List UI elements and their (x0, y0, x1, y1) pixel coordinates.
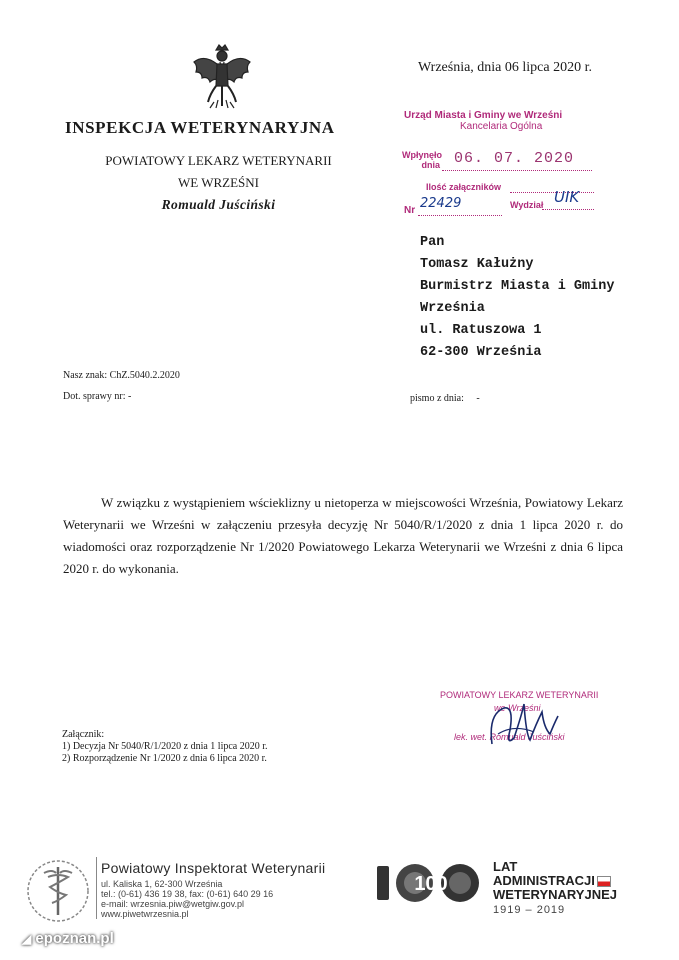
stamp-received-label (402, 150, 440, 170)
letter-date (410, 393, 480, 404)
officer-name: Romuald Juściński (161, 197, 276, 212)
recipient-line: 62-300 Września (420, 345, 542, 360)
stamp-received-label-1: Wpłynęło (402, 150, 442, 160)
institution-title: INSPEKCJA WETERYNARYJNA (65, 118, 335, 137)
watermark (22, 930, 114, 947)
stamp-number-value: 22429 (420, 196, 462, 211)
letter-date-value: - (476, 393, 480, 404)
attachments-label: Załącznik: (62, 729, 105, 740)
stamp-dept-value: UIK (554, 188, 580, 206)
recipient-line: ul. Ratuszowa 1 (420, 323, 542, 338)
our-reference (63, 370, 180, 381)
caduceus-logo-icon (22, 855, 94, 927)
stamp-number-label: Nr (404, 205, 416, 216)
footer-divider (96, 857, 97, 919)
attachments-list (62, 729, 268, 765)
signature-stamp (440, 690, 600, 752)
our-reference-value: ChZ.5040.2.2020 (109, 370, 180, 381)
letter-date-label: pismo z dnia: (410, 393, 464, 404)
anniversary-line-2: ADMINISTRACJI (493, 873, 595, 888)
signature-line-1: POWIATOWY LEKARZ WETERYNARII (440, 690, 599, 700)
case-number-value: - (128, 391, 132, 402)
footer-address: ul. Kaliska 1, 62-300 Września (101, 879, 223, 889)
stamp-received-label-2: dnia (421, 160, 440, 170)
anniversary-years: 1919 – 2019 (493, 904, 566, 916)
footer-phone: tel.: (0-61) 436 19 38, fax: (0-61) 640 29 16 (101, 889, 274, 899)
signature-line-2: we Wrześni (494, 703, 541, 713)
stamp-attachments-label: Ilość załączników (426, 182, 502, 192)
watermark-text: epoznan.pl (35, 930, 114, 947)
recipient-address (420, 232, 614, 364)
anniversary-number: 100 (414, 873, 448, 895)
case-number-label: Dot. sprawy nr: (63, 391, 126, 402)
case-number (63, 391, 131, 402)
document-date: Września, dnia 06 lipca 2020 r. (418, 60, 592, 75)
office-line-2: WE WRZEŚNI (178, 175, 259, 190)
footer-www[interactable]: www.piwetwrzesnia.pl (101, 909, 189, 919)
anniversary-line-3: WETERYNARYJNEJ (493, 887, 618, 902)
body-paragraph: W związku z wystąpieniem wścieklizny u nietoperza w miejscowości Września, Powiatowy Lekarz Weterynarii we Wrześni w załączeniu przesyła decyzję Nr 5040/R/1/2020 z dnia 1 lipca 2020 r. do wiadomości oraz rozporządzenie Nr 1/2020 Powiatowego Lekarza Weterynarii we Wrześni z dnia 6 lipca 2020 r. do wykonania. (63, 495, 623, 576)
office-name (65, 150, 372, 194)
anniversary-line-2-row (493, 874, 617, 888)
stamp-department: Kancelaria Ogólna (460, 121, 543, 132)
recipient-line: Września (420, 301, 485, 316)
our-reference-label: Nasz znak: (63, 370, 108, 381)
eagle-emblem-icon (190, 42, 254, 112)
stamp-dept-label: Wydział (510, 200, 544, 210)
recipient-line: Tomasz Kałużny (420, 257, 534, 272)
attachment-item: 2) Rozporządzenie Nr 1/2020 z dnia 6 lipca 2020 r. (62, 753, 267, 764)
footer-contact (101, 860, 325, 919)
attachment-item: 1) Decyzja Nr 5040/R/1/2020 z dnia 1 lipca 2020 r. (62, 741, 268, 752)
anniversary-line-1: LAT (493, 859, 518, 874)
letter-body (63, 492, 623, 580)
signature-line-3: lek. wet. Romuald Juściński (454, 732, 565, 742)
polish-flag-icon (597, 876, 611, 887)
handwritten-signature-icon (484, 694, 564, 752)
footer-title: Powiatowy Inspektorat Weterynarii (101, 860, 326, 876)
office-line-1: POWIATOWY LEKARZ WETERYNARII (105, 153, 332, 168)
watermark-logo-icon: ◢ (22, 932, 32, 946)
recipient-line: Pan (420, 235, 445, 250)
recipient-line: Burmistrz Miasta i Gminy (420, 279, 615, 294)
stamp-received-date: 06. 07. 2020 (454, 150, 575, 167)
stamp-office: Urząd Miasta i Gminy we Wrześni (404, 110, 563, 121)
footer-email[interactable]: e-mail: wrzesnia.piw@wetgiw.gov.pl (101, 899, 245, 909)
anniversary-100-logo (375, 862, 490, 904)
anniversary-text (493, 860, 617, 916)
